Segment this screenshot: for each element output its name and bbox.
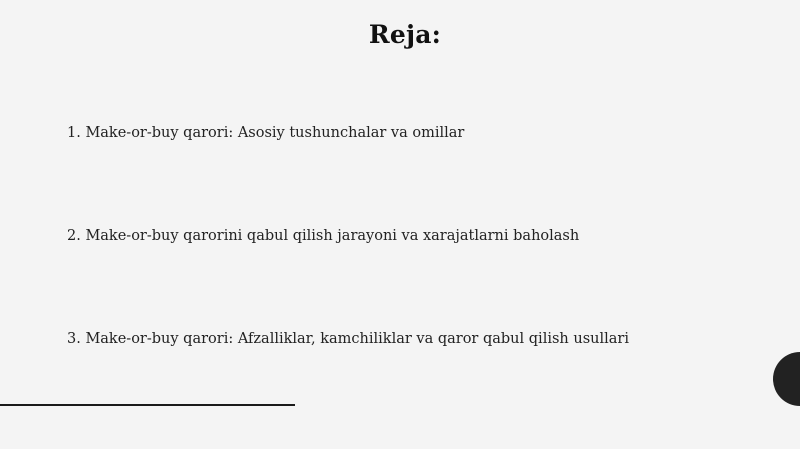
decorative-divider: [0, 404, 295, 406]
slide-title: Reja:: [368, 20, 442, 49]
agenda-item-1: 1. Make-or-buy qarori: Asosiy tushunchalar va omillar: [67, 125, 465, 141]
agenda-item-2: 2. Make-or-buy qarorini qabul qilish jarayoni va xarajatlarni baholash: [67, 228, 580, 244]
agenda-item-3: 3. Make-or-buy qarori: Afzalliklar, kamchiliklar va qaror qabul qilish usullari: [67, 331, 629, 347]
decorative-circle: [773, 352, 800, 406]
